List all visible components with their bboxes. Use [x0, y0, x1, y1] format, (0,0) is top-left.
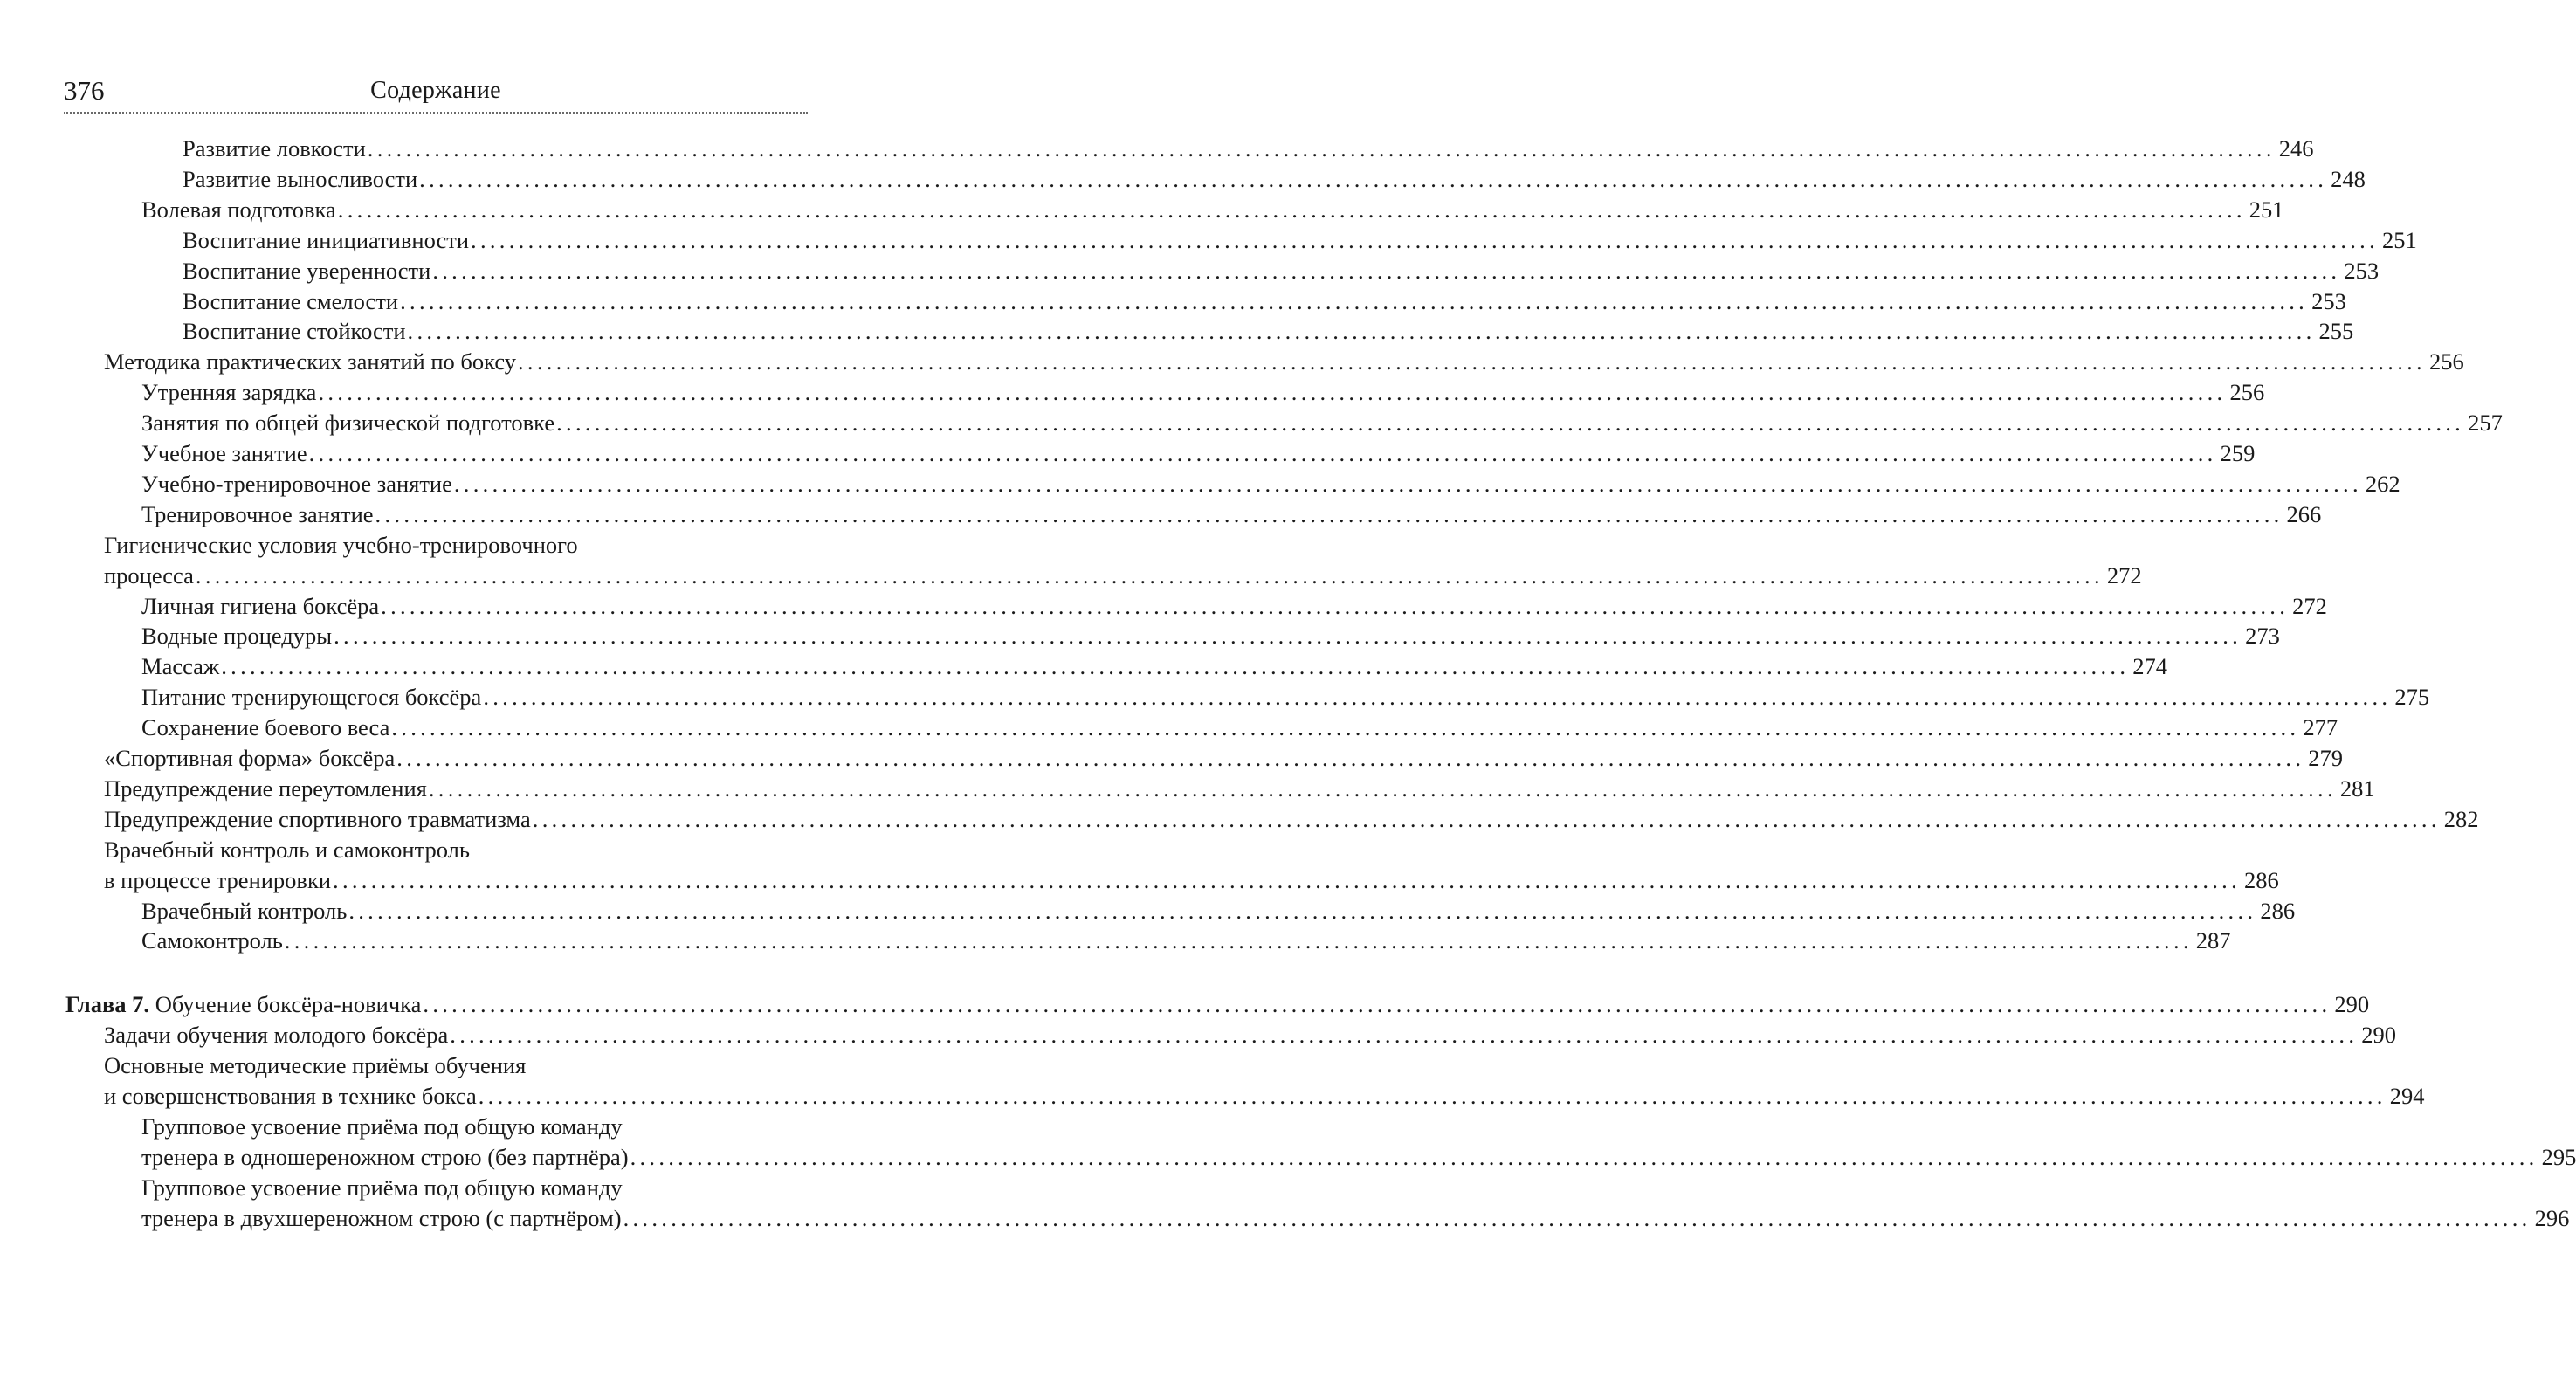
toc-entry-title: Методика практических занятий по боксу: [104, 348, 516, 375]
toc-entry-page: 296: [2534, 1204, 2570, 1231]
running-title: Содержание: [370, 77, 501, 104]
toc-entry-page: 281: [2339, 775, 2375, 802]
toc-entry-title: Задачи обучения молодого боксёра: [104, 1022, 449, 1049]
toc-entry-title: Воспитание уверенности: [183, 257, 431, 284]
toc-entry: [0, 681, 2430, 713]
toc-entry-page: 272: [2292, 592, 2327, 619]
toc-entry-title: процесса: [104, 561, 194, 589]
dot-leader: ........................................................................................................................................................................................................: [284, 927, 2193, 954]
toc-entry-page: 257: [2468, 410, 2503, 437]
chapter-label: Глава 7.: [65, 991, 150, 1018]
toc-entry-title: Занятия по общей физической подготовке: [141, 410, 555, 437]
toc-entry: [0, 1050, 873, 1081]
dot-leader: ........................................................................................................................................................................................................: [471, 226, 2380, 253]
toc-entry: [0, 286, 2346, 317]
toc-entry-page: 253: [2344, 257, 2380, 284]
toc-entry-page: 286: [2244, 866, 2279, 893]
dot-leader: ........................................................................................................................................................................................................: [391, 714, 2300, 741]
toc-entry-page: 277: [2303, 714, 2338, 741]
toc-entry-page: 272: [2106, 561, 2142, 589]
toc-entry: [0, 1202, 2570, 1234]
toc-entry-title: Основные методические приёмы обучения: [104, 1052, 527, 1079]
toc-entry-title: тренера в одношереножном строю (без партнёра): [141, 1143, 629, 1170]
toc-entry: [0, 346, 2464, 377]
toc-entry-page: 295: [2541, 1143, 2576, 1170]
toc-entry: [0, 194, 2284, 225]
toc-entry: [0, 620, 2280, 651]
toc-entry-page: 251: [2382, 226, 2417, 253]
toc-entry-page: 253: [2311, 287, 2346, 314]
toc-entry: [0, 529, 873, 561]
dot-leader: ........................................................................................................................................................................................................: [556, 410, 2465, 437]
dot-leader: ........................................................................................................................................................................................................: [483, 684, 2392, 711]
toc-entry: [0, 255, 2380, 286]
toc-entry-page: 290: [2361, 1022, 2397, 1049]
toc-entry-title: Водные процедуры: [141, 623, 333, 650]
toc-entry-title: Самоконтроль: [141, 927, 283, 954]
toc-entry: [0, 1019, 2397, 1050]
dot-leader: ........................................................................................................................................................................................................: [400, 287, 2309, 314]
toc-entry-page: 286: [2260, 897, 2296, 924]
toc-entry-title: Утренняя зарядка: [141, 379, 317, 406]
toc-entry: [0, 1080, 2425, 1112]
chapter-label-space: [149, 988, 155, 1020]
dot-leader: ........................................................................................................................................................................................................: [396, 745, 2305, 771]
dot-leader: ........................................................................................................................................................................................................: [333, 866, 2242, 893]
toc-entry: [0, 651, 2167, 682]
toc-entry-title: Сохранение боевого веса: [141, 714, 390, 741]
toc-entry-title: Врачебный контроль и самоконтроль: [104, 836, 470, 863]
toc-entry: [0, 133, 2314, 164]
dot-leader: ........................................................................................................................................................................................................: [407, 318, 2316, 345]
page-header: [64, 72, 808, 110]
dot-leader: ........................................................................................................................................................................................................: [419, 165, 2328, 192]
toc-entry-page: 279: [2308, 745, 2344, 771]
toc-entry-title: Воспитание инициативности: [183, 226, 470, 253]
toc-entry-title: Личная гигиена боксёра: [141, 592, 380, 619]
dot-leader: ........................................................................................................................................................................................................: [195, 561, 2104, 589]
dot-leader: ........................................................................................................................................................................................................: [337, 196, 2246, 223]
dot-leader: ........................................................................................................................................................................................................: [423, 991, 2331, 1018]
toc-entry-title: Учебно-тренировочное занятие: [141, 470, 452, 497]
dot-leader: ........................................................................................................................................................................................................: [450, 1022, 2359, 1049]
dot-leader: ........................................................................................................................................................................................................: [381, 592, 2290, 619]
toc-entry-title: и совершенствования в технике бокса: [104, 1083, 477, 1109]
toc-entry-title: Развитие выносливости: [183, 165, 418, 192]
dot-leader: ........................................................................................................................................................................................................: [428, 775, 2337, 802]
toc-entry-title: Учебное занятие: [141, 440, 307, 466]
toc-entry: [0, 895, 2296, 926]
dot-leader: ........................................................................................................................................................................................................: [630, 1143, 2538, 1170]
toc-entry-title: Массаж: [141, 653, 220, 680]
toc-entry-title: Воспитание стойкости: [183, 318, 406, 345]
toc-entry: [0, 803, 2479, 835]
toc-entry-title: Развитие ловкости: [183, 135, 366, 162]
dot-leader: ........................................................................................................................................................................................................: [348, 897, 2257, 924]
toc-entry-page: 256: [2428, 348, 2464, 375]
toc-entry-title: Гигиенические условия учебно-тренировочного: [104, 531, 578, 558]
toc-entry: [0, 437, 2256, 469]
toc-entry: [0, 988, 2370, 1020]
toc-entry-page: 290: [2334, 991, 2370, 1018]
dot-leader: ........................................................................................................................................................................................................: [432, 257, 2341, 284]
dot-leader: ........................................................................................................................................................................................................: [517, 348, 2426, 375]
header-divider: [64, 112, 808, 114]
toc-entry: [0, 864, 2279, 896]
toc-entry-title: Обучение боксёра-новичка: [155, 991, 422, 1018]
dot-leader: ........................................................................................................................................................................................................: [221, 653, 2130, 680]
toc-entry: [0, 1111, 873, 1142]
toc-entry: [0, 224, 2417, 256]
dot-leader: ........................................................................................................................................................................................................: [334, 623, 2242, 650]
toc-entry-page: 248: [2331, 165, 2366, 192]
dot-leader: ........................................................................................................................................................................................................: [367, 135, 2276, 162]
toc-entry-page: 246: [2278, 135, 2314, 162]
toc-entry: [0, 590, 2327, 622]
toc-entry-page: 259: [2220, 440, 2256, 466]
dot-leader: ........................................................................................................................................................................................................: [308, 440, 2217, 466]
toc-entry-page: 273: [2245, 623, 2280, 650]
toc-entry-page: 274: [2132, 653, 2167, 680]
toc-entry: [0, 834, 873, 865]
dot-leader: ........................................................................................................................................................................................................: [478, 1083, 2387, 1109]
toc-entry-page: 262: [2365, 470, 2400, 497]
toc-entry-title: Воспитание смелости: [183, 287, 399, 314]
toc-entry: [0, 712, 2338, 743]
toc-entry-title: в процессе тренировки: [104, 866, 332, 893]
toc-entry-page: 287: [2195, 927, 2231, 954]
toc-entry: [0, 376, 2265, 408]
toc-entry-page: 282: [2443, 805, 2479, 832]
toc-entry-title: тренера в двухшереножном строю (с партнёром): [141, 1204, 622, 1231]
toc-entry-page: 251: [2249, 196, 2284, 223]
toc-entry-title: Питание тренирующегося боксёра: [141, 684, 482, 711]
toc-entry: [0, 925, 2231, 956]
toc-entry-title: Групповое усвоение приёма под общую команду: [141, 1112, 623, 1140]
dot-leader: ........................................................................................................................................................................................................: [623, 1204, 2531, 1231]
toc-entry-page: 256: [2229, 379, 2265, 406]
toc-entry: [0, 407, 2503, 438]
toc-entry: [0, 560, 2142, 591]
toc-entry-title: Предупреждение переутомления: [104, 775, 427, 802]
dot-leader: ........................................................................................................................................................................................................: [453, 470, 2362, 497]
toc-entry-title: Предупреждение спортивного травматизма: [104, 805, 531, 832]
dot-leader: ........................................................................................................................................................................................................: [318, 379, 2227, 406]
toc-entry: [0, 499, 2322, 530]
toc-entry-page: 275: [2394, 684, 2430, 711]
toc-entry-title: Волевая подготовка: [141, 196, 336, 223]
dot-leader: ........................................................................................................................................................................................................: [375, 500, 2283, 527]
toc-entry-page: 294: [2389, 1083, 2425, 1109]
toc-entry-title: Тренировочное занятие: [141, 500, 374, 527]
toc-entry: [0, 773, 2375, 804]
toc-entry: [0, 163, 2366, 195]
toc-entry: [0, 315, 2354, 347]
toc-entry: [0, 1172, 873, 1203]
toc-entry: [0, 468, 2400, 499]
toc-entry-page: 266: [2286, 500, 2322, 527]
toc-entry-title: Групповое усвоение приёма под общую команду: [141, 1174, 623, 1201]
toc-entry: [0, 1141, 2576, 1173]
dot-leader: ........................................................................................................................................................................................................: [532, 805, 2441, 832]
page-number: 376: [64, 75, 105, 106]
toc-entry-title: Врачебный контроль: [141, 897, 348, 924]
toc-entry: [0, 742, 2344, 774]
toc-entry-title: «Спортивная форма» боксёра: [104, 745, 396, 771]
toc-entry-page: 255: [2318, 318, 2354, 345]
